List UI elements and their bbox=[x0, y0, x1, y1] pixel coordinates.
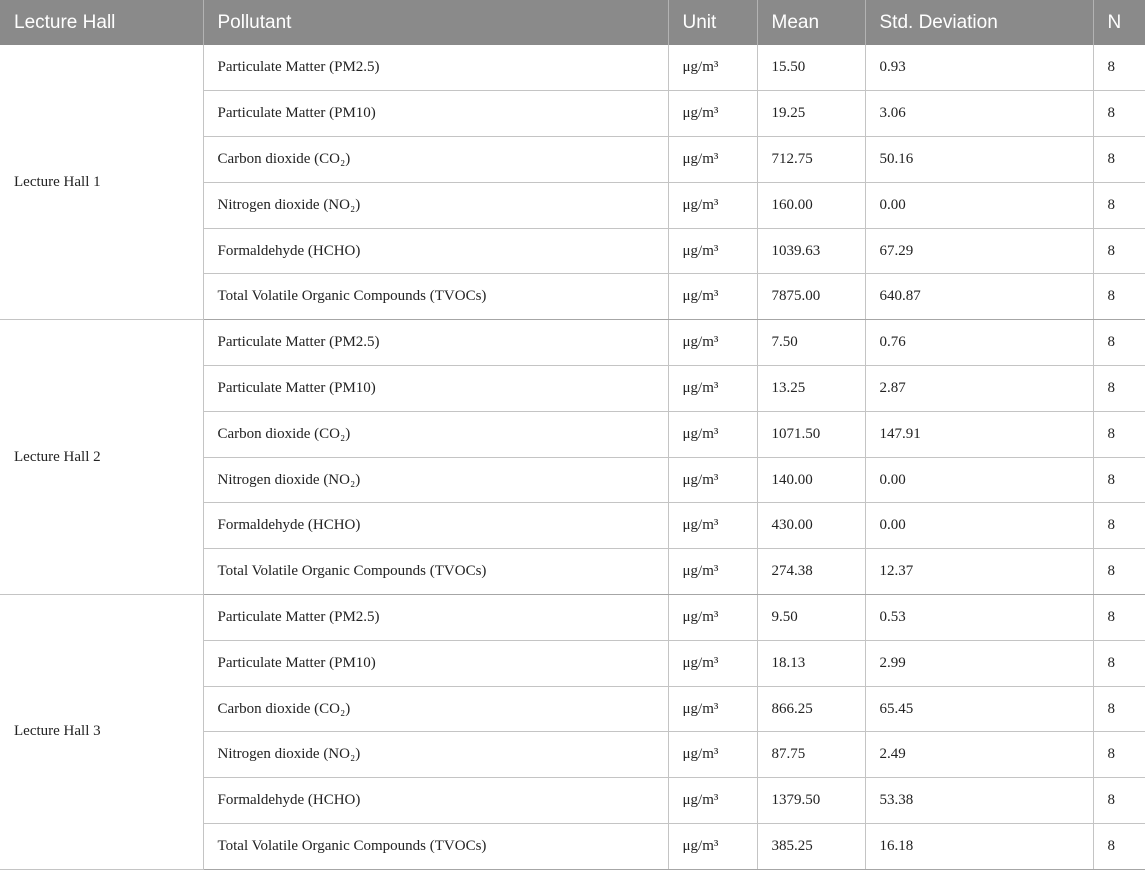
n-cell: 8 bbox=[1093, 366, 1145, 412]
std-deviation-cell: 640.87 bbox=[865, 274, 1093, 320]
n-cell: 8 bbox=[1093, 91, 1145, 137]
std-deviation-cell: 53.38 bbox=[865, 778, 1093, 824]
header-std-deviation: Std. Deviation bbox=[865, 0, 1093, 45]
unit-cell: μg/m³ bbox=[668, 411, 757, 457]
pollutant-cell: Particulate Matter (PM2.5) bbox=[203, 320, 668, 366]
pollutant-cell: Formaldehyde (HCHO) bbox=[203, 778, 668, 824]
pollutant-cell: Carbon dioxide (CO₂) bbox=[203, 411, 668, 457]
n-cell: 8 bbox=[1093, 320, 1145, 366]
mean-cell: 19.25 bbox=[757, 91, 865, 137]
header-unit: Unit bbox=[668, 0, 757, 45]
std-deviation-cell: 12.37 bbox=[865, 549, 1093, 595]
unit-cell: μg/m³ bbox=[668, 640, 757, 686]
mean-cell: 385.25 bbox=[757, 824, 865, 870]
std-deviation-cell: 0.53 bbox=[865, 595, 1093, 641]
std-deviation-cell: 0.00 bbox=[865, 457, 1093, 503]
n-cell: 8 bbox=[1093, 503, 1145, 549]
unit-cell: μg/m³ bbox=[668, 91, 757, 137]
header-n: N bbox=[1093, 0, 1145, 45]
pollutant-cell: Particulate Matter (PM10) bbox=[203, 640, 668, 686]
pollutant-cell: Total Volatile Organic Compounds (TVOCs) bbox=[203, 549, 668, 595]
unit-cell: μg/m³ bbox=[668, 228, 757, 274]
n-cell: 8 bbox=[1093, 686, 1145, 732]
mean-cell: 712.75 bbox=[757, 137, 865, 183]
std-deviation-cell: 0.76 bbox=[865, 320, 1093, 366]
unit-cell: μg/m³ bbox=[668, 182, 757, 228]
pollutant-cell: Nitrogen dioxide (NO₂) bbox=[203, 182, 668, 228]
unit-cell: μg/m³ bbox=[668, 137, 757, 183]
unit-cell: μg/m³ bbox=[668, 732, 757, 778]
std-deviation-cell: 65.45 bbox=[865, 686, 1093, 732]
n-cell: 8 bbox=[1093, 137, 1145, 183]
mean-cell: 1039.63 bbox=[757, 228, 865, 274]
std-deviation-cell: 3.06 bbox=[865, 91, 1093, 137]
unit-cell: μg/m³ bbox=[668, 595, 757, 641]
table-body bbox=[0, 45, 1145, 869]
n-cell: 8 bbox=[1093, 182, 1145, 228]
n-cell: 8 bbox=[1093, 778, 1145, 824]
n-cell: 8 bbox=[1093, 274, 1145, 320]
pollutant-cell: Particulate Matter (PM10) bbox=[203, 366, 668, 412]
header-lecture-hall: Lecture Hall bbox=[0, 0, 203, 45]
mean-cell: 274.38 bbox=[757, 549, 865, 595]
pollutant-cell: Particulate Matter (PM2.5) bbox=[203, 595, 668, 641]
mean-cell: 866.25 bbox=[757, 686, 865, 732]
pollutant-cell: Carbon dioxide (CO₂) bbox=[203, 686, 668, 732]
n-cell: 8 bbox=[1093, 732, 1145, 778]
unit-cell: μg/m³ bbox=[668, 457, 757, 503]
std-deviation-cell: 50.16 bbox=[865, 137, 1093, 183]
pollutant-cell: Formaldehyde (HCHO) bbox=[203, 503, 668, 549]
table-row bbox=[0, 595, 1145, 641]
unit-cell: μg/m³ bbox=[668, 824, 757, 870]
n-cell: 8 bbox=[1093, 457, 1145, 503]
lecture-hall-cell: Lecture Hall 1 bbox=[0, 45, 203, 320]
std-deviation-cell: 2.49 bbox=[865, 732, 1093, 778]
std-deviation-cell: 147.91 bbox=[865, 411, 1093, 457]
unit-cell: μg/m³ bbox=[668, 686, 757, 732]
lecture-hall-cell: Lecture Hall 2 bbox=[0, 320, 203, 595]
pollutant-cell: Nitrogen dioxide (NO₂) bbox=[203, 457, 668, 503]
mean-cell: 13.25 bbox=[757, 366, 865, 412]
std-deviation-cell: 16.18 bbox=[865, 824, 1093, 870]
mean-cell: 1379.50 bbox=[757, 778, 865, 824]
unit-cell: μg/m³ bbox=[668, 274, 757, 320]
unit-cell: μg/m³ bbox=[668, 366, 757, 412]
pollutant-cell: Nitrogen dioxide (NO₂) bbox=[203, 732, 668, 778]
table-header bbox=[0, 0, 1145, 45]
n-cell: 8 bbox=[1093, 228, 1145, 274]
n-cell: 8 bbox=[1093, 595, 1145, 641]
mean-cell: 9.50 bbox=[757, 595, 865, 641]
mean-cell: 18.13 bbox=[757, 640, 865, 686]
std-deviation-cell: 2.99 bbox=[865, 640, 1093, 686]
mean-cell: 140.00 bbox=[757, 457, 865, 503]
mean-cell: 15.50 bbox=[757, 45, 865, 91]
header-mean: Mean bbox=[757, 0, 865, 45]
header-row bbox=[0, 0, 1145, 45]
n-cell: 8 bbox=[1093, 640, 1145, 686]
mean-cell: 87.75 bbox=[757, 732, 865, 778]
unit-cell: μg/m³ bbox=[668, 503, 757, 549]
pollutant-cell: Total Volatile Organic Compounds (TVOCs) bbox=[203, 824, 668, 870]
n-cell: 8 bbox=[1093, 45, 1145, 91]
table-row bbox=[0, 45, 1145, 91]
unit-cell: μg/m³ bbox=[668, 549, 757, 595]
lecture-hall-cell: Lecture Hall 3 bbox=[0, 595, 203, 870]
std-deviation-cell: 0.00 bbox=[865, 503, 1093, 549]
mean-cell: 7875.00 bbox=[757, 274, 865, 320]
pollutant-cell: Carbon dioxide (CO₂) bbox=[203, 137, 668, 183]
pollutant-cell: Total Volatile Organic Compounds (TVOCs) bbox=[203, 274, 668, 320]
std-deviation-cell: 0.00 bbox=[865, 182, 1093, 228]
pollutant-cell: Formaldehyde (HCHO) bbox=[203, 228, 668, 274]
mean-cell: 160.00 bbox=[757, 182, 865, 228]
mean-cell: 430.00 bbox=[757, 503, 865, 549]
pollutant-cell: Particulate Matter (PM10) bbox=[203, 91, 668, 137]
unit-cell: μg/m³ bbox=[668, 45, 757, 91]
n-cell: 8 bbox=[1093, 549, 1145, 595]
unit-cell: μg/m³ bbox=[668, 778, 757, 824]
n-cell: 8 bbox=[1093, 411, 1145, 457]
std-deviation-cell: 2.87 bbox=[865, 366, 1093, 412]
header-pollutant: Pollutant bbox=[203, 0, 668, 45]
pollutant-cell: Particulate Matter (PM2.5) bbox=[203, 45, 668, 91]
table-row bbox=[0, 320, 1145, 366]
std-deviation-cell: 0.93 bbox=[865, 45, 1093, 91]
mean-cell: 1071.50 bbox=[757, 411, 865, 457]
std-deviation-cell: 67.29 bbox=[865, 228, 1093, 274]
n-cell: 8 bbox=[1093, 824, 1145, 870]
mean-cell: 7.50 bbox=[757, 320, 865, 366]
unit-cell: μg/m³ bbox=[668, 320, 757, 366]
